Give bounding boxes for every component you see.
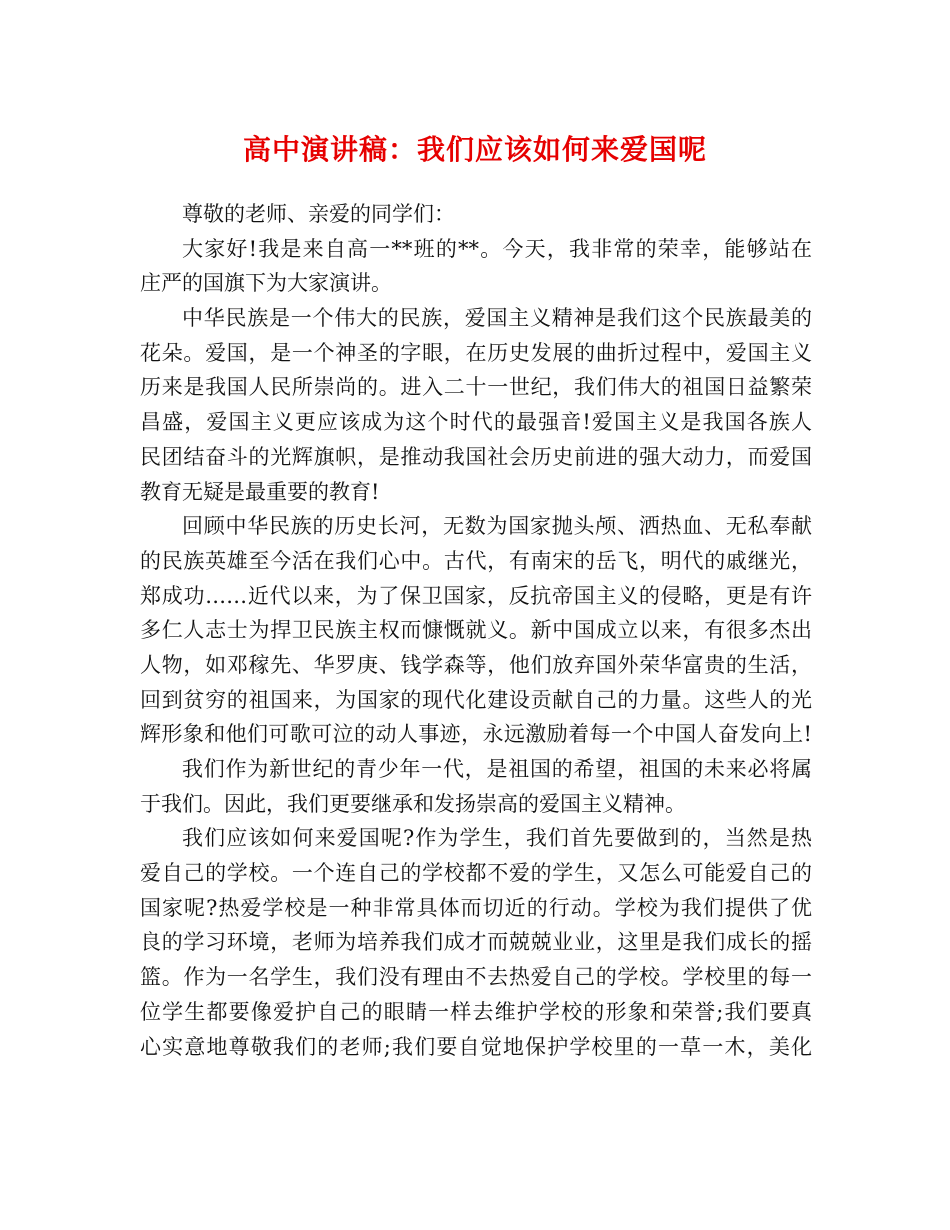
text-line: 庄严的国旗下为大家演讲。 bbox=[140, 271, 392, 296]
document-title: 高中演讲稿：我们应该如何来爱国呢 bbox=[242, 133, 707, 166]
text-line: 的民族英雄至今活在我们心中。古代，有南宋的岳飞，明代的戚继光， bbox=[140, 548, 812, 573]
text-line: 良的学习环境，老师为培养我们成才而兢兢业业，这里是我们成长的摇 bbox=[140, 930, 812, 955]
text-line: 人物，如邓稼先、华罗庚、钱学森等，他们放弃国外荣华富贵的生活， bbox=[140, 652, 812, 677]
text-line: 回到贫穷的祖国来，为国家的现代化建设贡献自己的力量。这些人的光 bbox=[140, 687, 812, 712]
text-line: 我们作为新世纪的青少年一代，是祖国的希望，祖国的未来必将属 bbox=[182, 757, 812, 781]
text-line: 位学生都要像爱护自己的眼睛一样去维护学校的形象和荣誉;我们要真 bbox=[140, 999, 812, 1024]
text-line: 爱自己的学校。一个连自己的学校都不爱的学生，又怎么可能爱自己的 bbox=[140, 861, 812, 886]
text-line: 多仁人志士为捍卫民族主权而慷慨就义。新中国成立以来，有很多杰出 bbox=[140, 618, 812, 643]
text-line: 花朵。爱国，是一个神圣的字眼，在历史发展的曲折过程中，爱国主义 bbox=[140, 340, 812, 365]
text-line: 尊敬的老师、亲爱的同学们： bbox=[182, 202, 455, 226]
text-line: 民团结奋斗的光辉旗帜，是推动我国社会历史前进的强大动力，而爱国 bbox=[140, 444, 812, 469]
text-line: 我们应该如何来爱国呢?作为学生，我们首先要做到的，当然是热 bbox=[182, 826, 812, 851]
text-line: 历来是我国人民所崇尚的。进入二十一世纪，我们伟大的祖国日益繁荣 bbox=[140, 375, 812, 400]
text-line: 篮。作为一名学生，我们没有理由不去热爱自己的学校。学校里的每一 bbox=[140, 965, 812, 990]
text-line: 教育无疑是最重要的教育! bbox=[140, 479, 380, 504]
text-line: 大家好!我是来自高一**班的**。今天，我非常的荣幸，能够站在 bbox=[182, 236, 812, 261]
text-line: 回顾中华民族的历史长河，无数为国家抛头颅、洒热血、无私奉献 bbox=[182, 514, 812, 539]
text-line: 国家呢?热爱学校是一种非常具体而切近的行动。学校为我们提供了优 bbox=[140, 895, 812, 920]
text-line: 辉形象和他们可歌可泣的动人事迹，永远激励着每一个中国人奋发向上! bbox=[140, 722, 812, 747]
text-line: 中华民族是一个伟大的民族，爱国主义精神是我们这个民族最美的 bbox=[182, 306, 812, 331]
text-line: 于我们。因此，我们更要继承和发扬崇高的爱国主义精神。 bbox=[140, 791, 686, 816]
text-line: 郑成功……近代以来，为了保卫国家，反抗帝国主义的侵略，更是有许 bbox=[140, 583, 812, 608]
text-line: 昌盛，爱国主义更应该成为这个时代的最强音!爱国主义是我国各族人 bbox=[140, 410, 812, 435]
text-line: 心实意地尊敬我们的老师;我们要自觉地保护学校里的一草一木，美化 bbox=[140, 1034, 812, 1059]
document-body bbox=[140, 197, 812, 1064]
